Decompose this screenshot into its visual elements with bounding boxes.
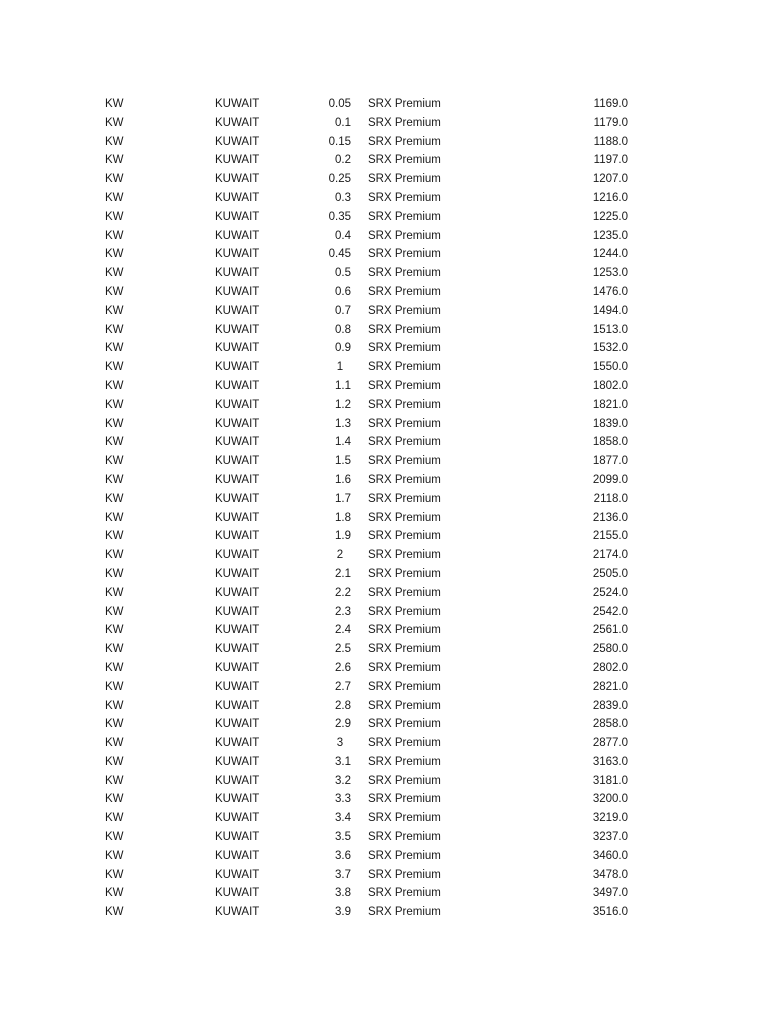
country-code-cell: KW: [105, 210, 124, 223]
weight-cell: 1.1: [335, 379, 351, 392]
country-code-cell: KW: [105, 361, 124, 374]
price-cell: 1235.0: [592, 229, 628, 242]
country-name-cell: KUWAIT: [215, 267, 260, 280]
table-row: [0, 377, 768, 396]
weight-cell: 2.4: [335, 624, 351, 637]
country-code-cell: KW: [105, 793, 124, 806]
price-cell: 1179.0: [593, 116, 628, 129]
service-cell: SRX Premium: [368, 210, 441, 223]
table-row: [0, 321, 768, 340]
country-code-cell: KW: [105, 191, 124, 204]
country-code-cell: KW: [105, 774, 124, 787]
country-code-cell: KW: [105, 455, 124, 468]
country-name-cell: KUWAIT: [215, 417, 260, 430]
service-cell: SRX Premium: [368, 643, 441, 656]
service-cell: SRX Premium: [368, 267, 441, 280]
price-cell: 2802.0: [592, 661, 628, 674]
service-cell: SRX Premium: [368, 455, 441, 468]
service-cell: SRX Premium: [368, 248, 441, 261]
country-code-cell: KW: [105, 567, 124, 580]
weight-cell: 1.6: [335, 473, 351, 486]
weight-cell: 0.6: [335, 285, 351, 298]
service-cell: SRX Premium: [368, 737, 441, 750]
weight-cell: 1.4: [335, 436, 351, 449]
country-code-cell: KW: [105, 624, 124, 637]
price-cell: 1821.0: [592, 398, 628, 411]
country-code-cell: KW: [105, 267, 124, 280]
country-name-cell: KUWAIT: [215, 398, 260, 411]
table-row: [0, 734, 768, 753]
country-code-cell: KW: [105, 605, 124, 618]
table-row: [0, 884, 768, 903]
table-row: [0, 302, 768, 321]
weight-cell: 0.05: [328, 98, 351, 110]
price-cell: 1244.0: [592, 248, 628, 261]
table-row: [0, 95, 768, 114]
country-name-cell: KUWAIT: [215, 229, 260, 242]
country-code-cell: KW: [105, 116, 124, 129]
price-cell: 1839.0: [592, 417, 628, 430]
price-cell: 1197.0: [593, 154, 628, 167]
table-row: [0, 339, 768, 358]
table-row: [0, 133, 768, 152]
price-cell: 2580.0: [592, 643, 628, 656]
service-cell: SRX Premium: [368, 492, 441, 505]
country-code-cell: KW: [105, 643, 124, 656]
weight-cell: 0.7: [335, 304, 351, 317]
price-cell: 3516.0: [592, 906, 628, 919]
country-code-cell: KW: [105, 304, 124, 317]
country-name-cell: KUWAIT: [215, 210, 260, 223]
weight-cell: 1.2: [335, 398, 351, 411]
country-name-cell: KUWAIT: [215, 793, 260, 806]
country-name-cell: KUWAIT: [215, 323, 260, 336]
table-row: [0, 715, 768, 734]
service-cell: SRX Premium: [368, 511, 441, 524]
service-cell: SRX Premium: [368, 304, 441, 317]
country-code-cell: KW: [105, 473, 124, 486]
country-code-cell: KW: [105, 492, 124, 505]
country-code-cell: KW: [105, 718, 124, 731]
weight-cell: 3.3: [335, 793, 351, 806]
service-cell: SRX Premium: [368, 379, 441, 392]
price-cell: 2821.0: [592, 680, 628, 693]
price-cell: 3460.0: [592, 849, 628, 862]
service-cell: SRX Premium: [368, 173, 441, 186]
table-row: [0, 603, 768, 622]
table-row: [0, 753, 768, 772]
rate-table: [0, 95, 768, 922]
country-name-cell: KUWAIT: [215, 492, 260, 505]
service-cell: SRX Premium: [368, 285, 441, 298]
price-cell: 1532.0: [592, 342, 628, 355]
price-cell: 2099.0: [592, 473, 628, 486]
service-cell: SRX Premium: [368, 605, 441, 618]
weight-cell: 0.35: [328, 210, 351, 223]
country-code-cell: KW: [105, 417, 124, 430]
table-row: [0, 847, 768, 866]
country-name-cell: KUWAIT: [215, 436, 260, 449]
country-name-cell: KUWAIT: [215, 624, 260, 637]
price-cell: 1550.0: [592, 361, 628, 374]
country-name-cell: KUWAIT: [215, 304, 260, 317]
price-cell: 3478.0: [592, 868, 628, 881]
table-row: [0, 772, 768, 791]
service-cell: SRX Premium: [368, 361, 441, 374]
table-row: [0, 264, 768, 283]
weight-cell: 0.45: [328, 248, 351, 261]
weight-cell: 3.5: [335, 831, 351, 844]
country-name-cell: KUWAIT: [215, 831, 260, 844]
weight-cell: 0.1: [335, 116, 351, 129]
table-row: [0, 358, 768, 377]
country-code-cell: KW: [105, 248, 124, 261]
country-code-cell: KW: [105, 436, 124, 449]
country-code-cell: KW: [105, 887, 124, 900]
country-name-cell: KUWAIT: [215, 379, 260, 392]
country-name-cell: KUWAIT: [215, 755, 260, 768]
country-name-cell: KUWAIT: [215, 361, 260, 374]
table-row: [0, 565, 768, 584]
price-cell: 1188.0: [593, 135, 628, 148]
country-code-cell: KW: [105, 98, 124, 110]
weight-cell: 0.3: [335, 191, 351, 204]
country-name-cell: KUWAIT: [215, 530, 260, 543]
weight-cell: 1.7: [335, 492, 351, 505]
table-row: [0, 621, 768, 640]
weight-cell: 2.3: [335, 605, 351, 618]
country-name-cell: KUWAIT: [215, 699, 260, 712]
weight-cell: 2.6: [335, 661, 351, 674]
table-row: [0, 471, 768, 490]
country-code-cell: KW: [105, 680, 124, 693]
service-cell: SRX Premium: [368, 699, 441, 712]
service-cell: SRX Premium: [368, 718, 441, 731]
table-row: [0, 809, 768, 828]
weight-cell: 2.8: [335, 699, 351, 712]
country-name-cell: KUWAIT: [215, 586, 260, 599]
service-cell: SRX Premium: [368, 549, 441, 562]
table-row: [0, 490, 768, 509]
table-row: [0, 433, 768, 452]
weight-cell: 2.1: [335, 567, 351, 580]
price-cell: 2505.0: [592, 567, 628, 580]
weight-cell: 3.1: [335, 755, 351, 768]
price-cell: 3181.0: [592, 774, 628, 787]
price-cell: 2542.0: [592, 605, 628, 618]
table-row: [0, 659, 768, 678]
price-cell: 1225.0: [592, 210, 628, 223]
country-name-cell: KUWAIT: [215, 98, 260, 110]
table-row: [0, 509, 768, 528]
weight-cell: 1.9: [335, 530, 351, 543]
service-cell: SRX Premium: [368, 323, 441, 336]
price-cell: 3200.0: [592, 793, 628, 806]
country-name-cell: KUWAIT: [215, 473, 260, 486]
service-cell: SRX Premium: [368, 849, 441, 862]
country-name-cell: KUWAIT: [215, 191, 260, 204]
price-cell: 1513.0: [592, 323, 628, 336]
service-cell: SRX Premium: [368, 586, 441, 599]
country-code-cell: KW: [105, 868, 124, 881]
weight-cell: 2.2: [335, 586, 351, 599]
service-cell: SRX Premium: [368, 436, 441, 449]
country-name-cell: KUWAIT: [215, 116, 260, 129]
table-row: [0, 245, 768, 264]
table-row: [0, 151, 768, 170]
table-row: [0, 697, 768, 716]
weight-cell: 1.3: [335, 417, 351, 430]
country-name-cell: KUWAIT: [215, 455, 260, 468]
price-cell: 1802.0: [592, 379, 628, 392]
country-name-cell: KUWAIT: [215, 774, 260, 787]
price-cell: 3497.0: [592, 887, 628, 900]
country-name-cell: KUWAIT: [215, 549, 260, 562]
weight-cell: 0.2: [335, 154, 351, 167]
weight-cell: 0.25: [328, 173, 351, 186]
service-cell: SRX Premium: [368, 154, 441, 167]
weight-cell: 2.5: [335, 643, 351, 656]
weight-cell: 3: [336, 737, 344, 750]
table-row: [0, 170, 768, 189]
country-code-cell: KW: [105, 229, 124, 242]
service-cell: SRX Premium: [368, 906, 441, 919]
service-cell: SRX Premium: [368, 661, 441, 674]
country-code-cell: KW: [105, 812, 124, 825]
table-row: [0, 584, 768, 603]
country-name-cell: KUWAIT: [215, 887, 260, 900]
price-cell: 1253.0: [592, 267, 628, 280]
price-cell: 1216.0: [592, 191, 628, 204]
table-row: [0, 283, 768, 302]
table-row: [0, 828, 768, 847]
weight-cell: 3.4: [335, 812, 351, 825]
price-cell: 3237.0: [592, 831, 628, 844]
country-name-cell: KUWAIT: [215, 680, 260, 693]
table-row: [0, 396, 768, 415]
service-cell: SRX Premium: [368, 567, 441, 580]
price-cell: 2561.0: [592, 624, 628, 637]
table-row: [0, 189, 768, 208]
country-code-cell: KW: [105, 831, 124, 844]
service-cell: SRX Premium: [368, 116, 441, 129]
price-cell: 2174.0: [592, 549, 628, 562]
country-name-cell: KUWAIT: [215, 737, 260, 750]
country-name-cell: KUWAIT: [215, 812, 260, 825]
country-code-cell: KW: [105, 737, 124, 750]
country-code-cell: KW: [105, 849, 124, 862]
country-name-cell: KUWAIT: [215, 643, 260, 656]
weight-cell: 2.9: [335, 718, 351, 731]
country-name-cell: KUWAIT: [215, 661, 260, 674]
table-row: [0, 415, 768, 434]
price-cell: 2877.0: [592, 737, 628, 750]
country-name-cell: KUWAIT: [215, 868, 260, 881]
table-row: [0, 527, 768, 546]
country-name-cell: KUWAIT: [215, 248, 260, 261]
country-name-cell: KUWAIT: [215, 154, 260, 167]
service-cell: SRX Premium: [368, 135, 441, 148]
weight-cell: 3.6: [335, 849, 351, 862]
price-cell: 2136.0: [592, 511, 628, 524]
service-cell: SRX Premium: [368, 831, 441, 844]
weight-cell: 2.7: [335, 680, 351, 693]
country-code-cell: KW: [105, 342, 124, 355]
table-row: [0, 640, 768, 659]
weight-cell: 0.15: [328, 135, 351, 148]
service-cell: SRX Premium: [368, 624, 441, 637]
country-name-cell: KUWAIT: [215, 173, 260, 186]
price-cell: 1858.0: [592, 436, 628, 449]
price-cell: 1169.0: [593, 98, 628, 110]
price-cell: 1494.0: [592, 304, 628, 317]
service-cell: SRX Premium: [368, 774, 441, 787]
service-cell: SRX Premium: [368, 342, 441, 355]
table-row: [0, 866, 768, 885]
country-name-cell: KUWAIT: [215, 567, 260, 580]
country-name-cell: KUWAIT: [215, 135, 260, 148]
country-code-cell: KW: [105, 323, 124, 336]
country-code-cell: KW: [105, 173, 124, 186]
weight-cell: 1: [336, 361, 344, 374]
country-name-cell: KUWAIT: [215, 511, 260, 524]
table-row: [0, 114, 768, 133]
weight-cell: 0.8: [335, 323, 351, 336]
price-cell: 2155.0: [592, 530, 628, 543]
service-cell: SRX Premium: [368, 229, 441, 242]
weight-cell: 0.5: [335, 267, 351, 280]
country-code-cell: KW: [105, 154, 124, 167]
service-cell: SRX Premium: [368, 887, 441, 900]
country-name-cell: KUWAIT: [215, 342, 260, 355]
service-cell: SRX Premium: [368, 868, 441, 881]
weight-cell: 2: [336, 549, 344, 562]
price-cell: 3219.0: [592, 812, 628, 825]
service-cell: SRX Premium: [368, 98, 441, 110]
country-code-cell: KW: [105, 661, 124, 674]
weight-cell: 1.5: [335, 455, 351, 468]
country-code-cell: KW: [105, 285, 124, 298]
table-row: [0, 208, 768, 227]
country-name-cell: KUWAIT: [215, 718, 260, 731]
table-row: [0, 903, 768, 922]
price-cell: 2118.0: [593, 492, 628, 505]
country-name-cell: KUWAIT: [215, 285, 260, 298]
weight-cell: 3.7: [335, 868, 351, 881]
service-cell: SRX Premium: [368, 191, 441, 204]
table-row: [0, 790, 768, 809]
service-cell: SRX Premium: [368, 793, 441, 806]
price-cell: 2524.0: [592, 586, 628, 599]
service-cell: SRX Premium: [368, 812, 441, 825]
price-cell: 1207.0: [592, 173, 628, 186]
price-cell: 1877.0: [592, 455, 628, 468]
country-code-cell: KW: [105, 511, 124, 524]
service-cell: SRX Premium: [368, 530, 441, 543]
table-row: [0, 227, 768, 246]
service-cell: SRX Premium: [368, 755, 441, 768]
weight-cell: 0.4: [335, 229, 351, 242]
table-row: [0, 678, 768, 697]
country-code-cell: KW: [105, 398, 124, 411]
country-code-cell: KW: [105, 530, 124, 543]
country-name-cell: KUWAIT: [215, 906, 260, 919]
weight-cell: 3.8: [335, 887, 351, 900]
country-code-cell: KW: [105, 755, 124, 768]
price-cell: 2839.0: [592, 699, 628, 712]
weight-cell: 0.9: [335, 342, 351, 355]
country-code-cell: KW: [105, 379, 124, 392]
country-name-cell: KUWAIT: [215, 849, 260, 862]
table-row: [0, 546, 768, 565]
service-cell: SRX Premium: [368, 680, 441, 693]
price-cell: 3163.0: [592, 755, 628, 768]
table-row: [0, 452, 768, 471]
country-code-cell: KW: [105, 135, 124, 148]
country-code-cell: KW: [105, 699, 124, 712]
service-cell: SRX Premium: [368, 473, 441, 486]
country-code-cell: KW: [105, 586, 124, 599]
service-cell: SRX Premium: [368, 417, 441, 430]
weight-cell: 3.9: [335, 906, 351, 919]
price-cell: 2858.0: [592, 718, 628, 731]
service-cell: SRX Premium: [368, 398, 441, 411]
country-code-cell: KW: [105, 906, 124, 919]
country-name-cell: KUWAIT: [215, 605, 260, 618]
weight-cell: 1.8: [335, 511, 351, 524]
price-cell: 1476.0: [592, 285, 628, 298]
weight-cell: 3.2: [335, 774, 351, 787]
country-code-cell: KW: [105, 549, 124, 562]
